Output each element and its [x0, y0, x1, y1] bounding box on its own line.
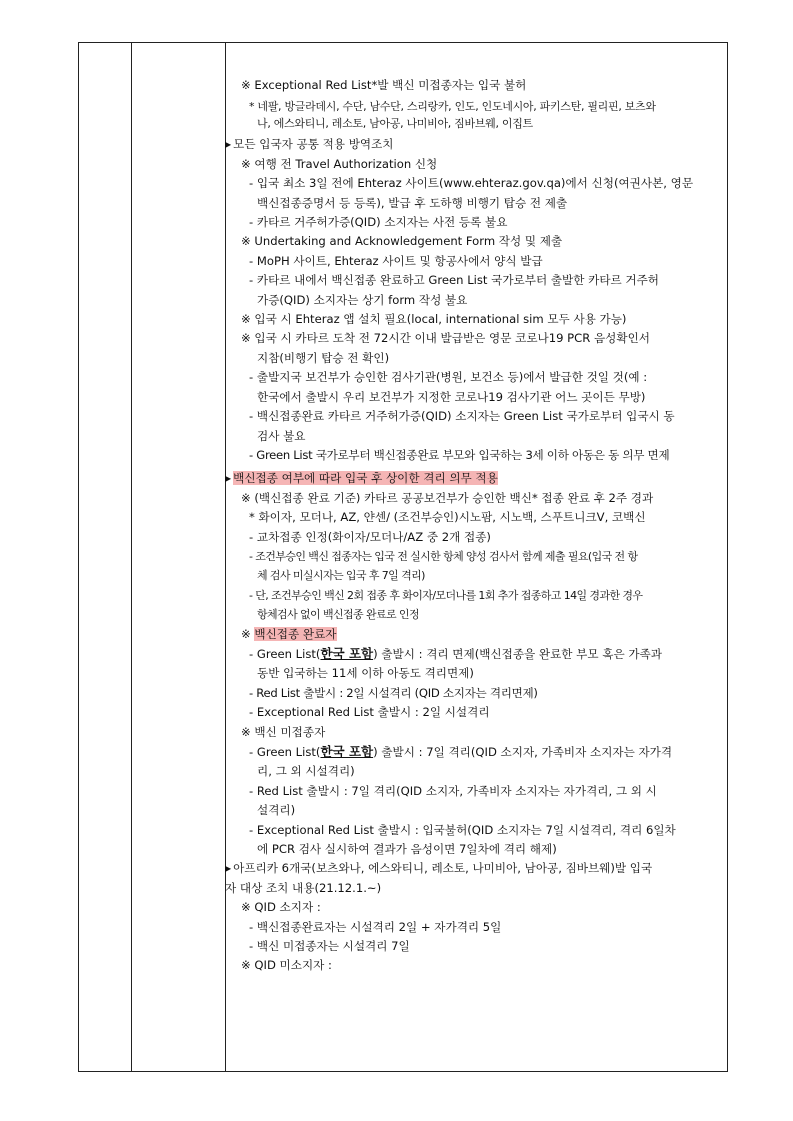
section-heading-cont: 자 대상 조치 내용(21.12.1.~) [225, 880, 382, 895]
triangle-right-icon: ▶ [225, 474, 232, 484]
note-line: ※ QID 소지자 : [241, 900, 321, 915]
dash-line-cont: 가증(QID) 소지자는 상기 form 작성 불요 [257, 292, 468, 307]
triangle-right-icon: ▶ [225, 140, 232, 150]
note-line: ※ (백신접종 완료 기준) 카타르 공공보건부가 승인한 백신* 접종 완료 후 2주 경과 [241, 490, 654, 505]
section-heading [225, 469, 715, 488]
dash-line: - 백신접종완료 카타르 거주허가증(QID) 소지자는 Green List 국가로부터 입국시 동 [249, 409, 675, 424]
dash-line: - 교차접종 인정(화이자/모더나/AZ 중 2개 접종) [249, 529, 491, 544]
dash-line-cont: 동반 입국하는 11세 이하 아동도 격리면제) [257, 666, 474, 681]
dash-line: - Exceptional Red List 출발시 : 입국불허(QID 소지자는 7일 시설격리, 격리 6일차 [249, 822, 676, 837]
highlighted-heading: 백신접종 여부에 따라 입국 후 상이한 격리 의무 적용 [233, 471, 498, 486]
table-frame [78, 42, 728, 1072]
dash-line: - 카타르 거주허가증(QID) 소지자는 사전 등록 불요 [249, 215, 508, 230]
dash-line: - 백신접종완료자는 시설격리 2일 + 자가격리 5일 [249, 919, 502, 934]
note-line: ※ Exceptional Red List*발 백신 미접종자는 입국 불허 [241, 78, 527, 92]
dash-line: - 카타르 내에서 백신접종 완료하고 Green List 국가로부터 출발한 카타르 거주허 [249, 273, 660, 288]
note-line: ※ 백신 미접종자 [241, 724, 326, 739]
section-heading: ▶ 아프리카 6개국(보츠와나, 에스와티니, 레소토, 나미비아, 남아공, 짐바브웨)발 입국 [225, 861, 653, 876]
dash-line-cont: 한국에서 출발시 우리 보건부가 지정한 코로나19 검사기관 어느 곳이든 무방) [257, 389, 646, 404]
dash-line-cont: 체 검사 미실시자는 입국 후 7일 격리) [257, 569, 425, 583]
triangle-right-icon: ▶ [225, 864, 232, 874]
dash-line-cont: 에 PCR 검사 실시하여 결과가 음성이면 7일차에 격리 해제) [257, 842, 557, 857]
note-line: ※ 입국 시 카타르 도착 전 72시간 이내 발급받은 영문 코로나19 PCR 음성확인서 [241, 331, 650, 346]
dash-line: - Green List 국가로부터 백신접종완료 부모와 입국하는 3세 이하 아동은 동 의무 면제 [249, 447, 670, 462]
country-list: * 네팔, 방글라데시, 수단, 남수단, 스리랑카, 인도, 인도네시아, 파키스탄, 필리핀, 보츠와 [249, 100, 656, 114]
dash-line: - Red List 출발시 : 2일 시설격리 (QID 소지자는 격리면제) [249, 685, 538, 700]
dash-line: - 출발지국 보건부가 승인한 검사기관(병원, 보건소 등)에서 발급한 것일 것(예 : [249, 370, 648, 385]
dash-line: - 입국 최소 3일 전에 Ehteraz 사이트(www.ehteraz.gov.qa)에서 신청(여권사본, 영문 [249, 176, 694, 191]
dash-line: - 조건부승인 백신 접종자는 입국 전 실시한 항체 양성 검사서 함께 제출 필요(입국 전 항 [249, 549, 638, 563]
dash-line-cont: 설격리) [257, 803, 296, 818]
dash-line-cont: 백신접종증명서 등 등록), 발급 후 도하행 비행기 탑승 전 제출 [257, 195, 568, 210]
dash-line-cont: 항체검사 없이 백신접종 완료로 인정 [257, 608, 419, 622]
dash-line: - Green List(한국 포함) 출발시 : 격리 면제(백신접종을 완료한 부모 혹은 가족과 [249, 645, 662, 661]
dash-line-cont: 검사 불요 [257, 428, 306, 443]
dash-line: - MoPH 사이트, Ehteraz 사이트 및 항공사에서 양식 발급 [249, 253, 543, 268]
vaccine-list: * 화이자, 모더나, AZ, 얀센/ (조건부승인)시노팜, 시노백, 스푸트니크V, 코백신 [249, 510, 646, 525]
note-line: ※ 입국 시 Ehteraz 앱 설치 필요(local, international sim 모두 사용 가능) [241, 312, 627, 327]
note-line: ※ 백신접종 완료자 [241, 626, 337, 641]
section-heading: ▶ 모든 입국자 공통 적용 방역조치 [225, 137, 394, 152]
note-line: ※ 여행 전 Travel Authorization 신청 [241, 156, 438, 171]
dash-line: - Exceptional Red List 출발시 : 2일 시설격리 [249, 705, 490, 720]
dash-line: - Red List 출발시 : 7일 격리(QID 소지자, 가족비자 소지자는 자가격리, 그 외 시 [249, 783, 657, 798]
dash-line: - 백신 미접종자는 시설격리 7일 [249, 939, 410, 954]
dash-line-cont: 리, 그 외 시설격리) [257, 764, 355, 779]
note-line: ※ Undertaking and Acknowledgement Form 작성 및 제출 [241, 234, 563, 249]
emphasis-korea: 한국 포함 [320, 744, 374, 759]
country-list-cont: 나, 에스와티니, 레소토, 남아공, 나미비아, 짐바브웨, 이집트 [257, 117, 533, 131]
dash-line: - Green List(한국 포함) 출발시 : 7일 격리(QID 소지자, 가족비자 소지자는 자가격 [249, 744, 673, 759]
note-line-cont: 지참(비행기 탑승 전 확인) [257, 350, 390, 365]
emphasis-korea: 한국 포함 [320, 645, 374, 661]
content-cell [225, 76, 715, 976]
dash-line: - 단, 조건부승인 백신 2회 접종 후 화이자/모더나를 1회 추가 접종하고 14일 경과한 경우 [249, 588, 643, 602]
column-divider-1 [131, 43, 132, 1071]
note-line: ※ QID 미소지자 : [241, 958, 332, 973]
highlighted-subheading: 백신접종 완료자 [254, 626, 337, 641]
